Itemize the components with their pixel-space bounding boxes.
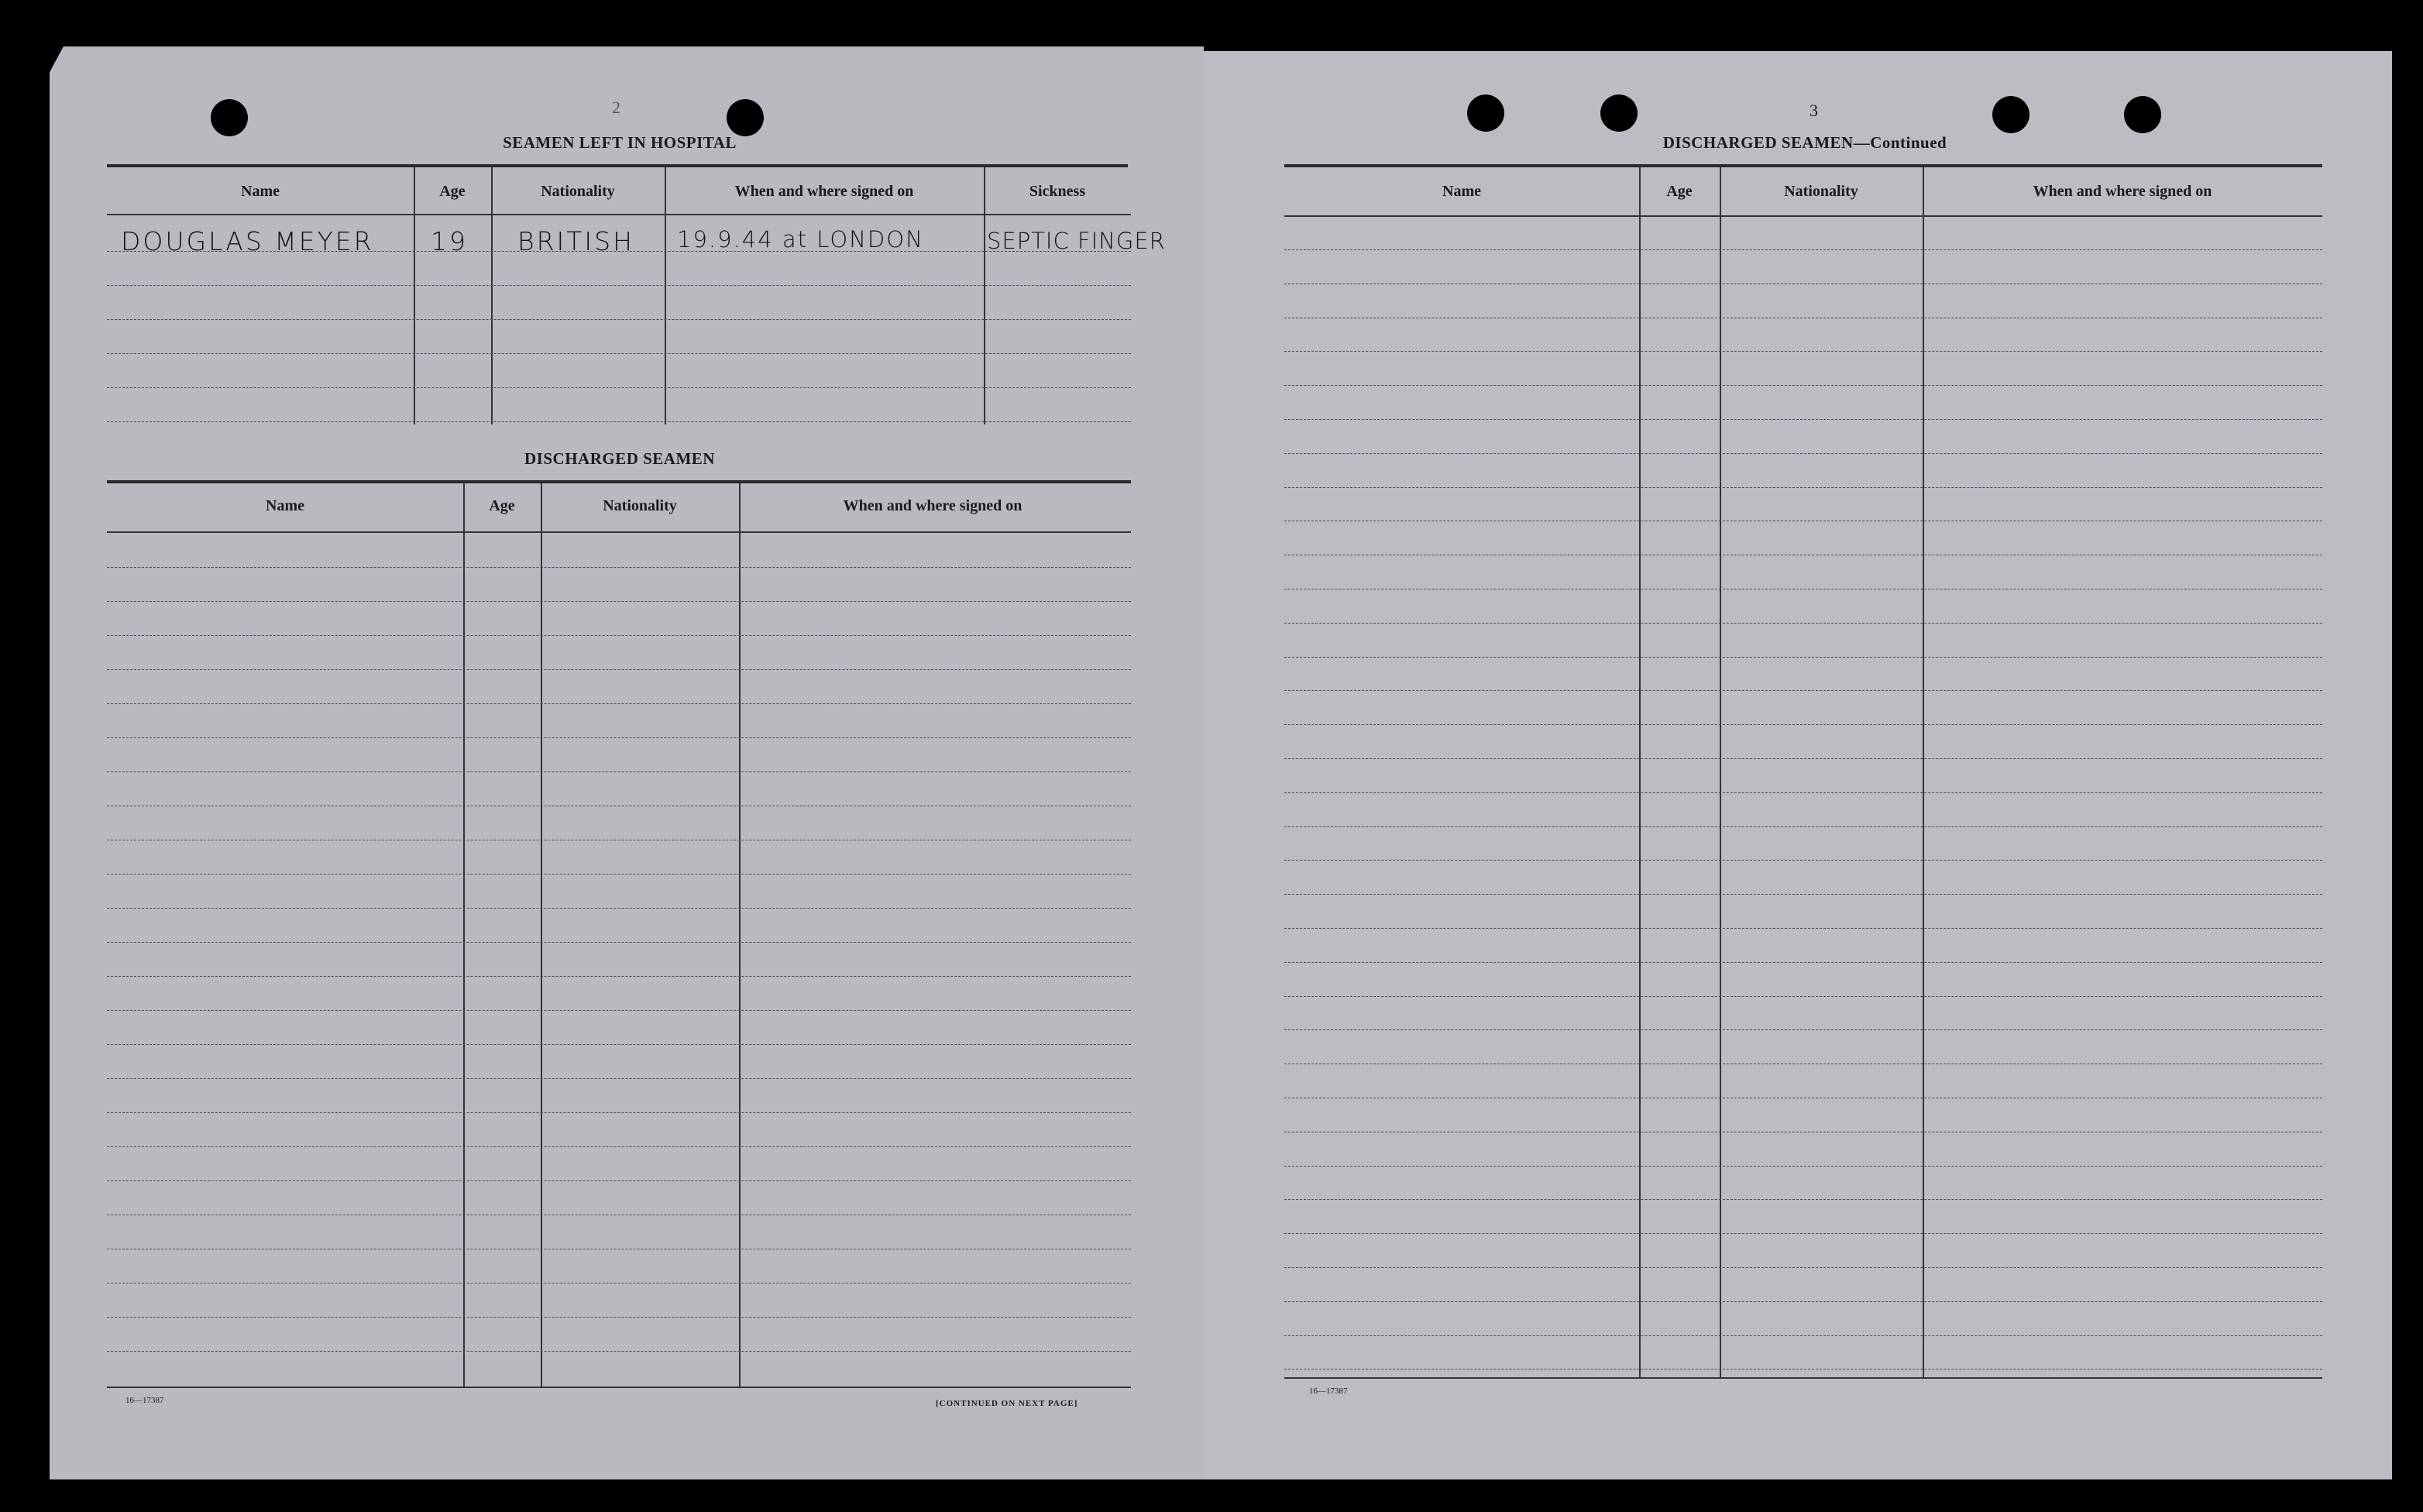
row-rule (107, 771, 1131, 772)
left-page (50, 46, 1204, 1479)
entry-name: DOUGLAS MEYER (121, 226, 374, 256)
row-rule (107, 1317, 1131, 1318)
col-header-name: Name (266, 497, 304, 514)
punch-hole (2124, 96, 2161, 133)
entry-sickness: SEPTIC FINGER (987, 228, 1166, 254)
row-rule (1284, 758, 2322, 759)
row-rule (1284, 1301, 2322, 1302)
row-rule (107, 1078, 1131, 1079)
column-rule (1639, 167, 1641, 1377)
column-rule (491, 167, 493, 424)
column-rule (1923, 167, 1924, 1377)
column-rule (665, 167, 666, 424)
row-rule (1284, 385, 2322, 386)
row-rule (1284, 690, 2322, 691)
divider (107, 164, 1128, 167)
col-header-nationality: Nationality (603, 497, 677, 514)
divider (107, 214, 1131, 215)
row-rule (1284, 826, 2322, 827)
row-rule (1284, 928, 2322, 929)
divider (107, 531, 1131, 533)
row-rule (1284, 351, 2322, 352)
row-rule (107, 737, 1131, 738)
column-rule (414, 167, 415, 424)
row-rule (1284, 724, 2322, 725)
row-rule (1284, 419, 2322, 420)
row-rule (1284, 894, 2322, 895)
row-rule (107, 635, 1131, 636)
col-header-age: Age (489, 497, 515, 514)
row-rule (107, 601, 1131, 602)
row-rule (1284, 249, 2322, 250)
right-section-title: DISCHARGED SEAMEN—Continued (1662, 133, 1947, 152)
row-rule (107, 942, 1131, 943)
col-header-signed-on: When and where signed on (843, 497, 1022, 514)
form-number: 16—17387 (125, 1396, 164, 1405)
column-rule (463, 483, 465, 1387)
col-header-name: Name (241, 183, 280, 200)
column-rule (541, 483, 542, 1387)
row-rule (107, 567, 1131, 568)
divider (1284, 164, 2322, 167)
col-header-age: Age (1666, 183, 1693, 200)
row-rule (1284, 1335, 2322, 1336)
row-rule (1284, 1267, 2322, 1268)
punch-hole (1992, 96, 2029, 133)
punch-hole (727, 99, 764, 136)
row-rule (1284, 1166, 2322, 1167)
row-rule (1284, 996, 2322, 997)
col-header-signed-on: When and where signed on (2033, 183, 2212, 200)
row-rule (1284, 1029, 2322, 1030)
row-rule (107, 285, 1131, 286)
col-header-sickness: Sickness (1029, 183, 1086, 200)
row-rule (1284, 1233, 2322, 1234)
row-rule (107, 1112, 1131, 1113)
row-rule (1284, 487, 2322, 488)
hospital-section-title: SEAMEN LEFT IN HOSPITAL (503, 133, 737, 152)
col-header-name: Name (1442, 183, 1481, 200)
entry-signed-on: 19.9.44 at LONDON (677, 226, 924, 253)
row-rule (1284, 453, 2322, 454)
row-rule (107, 1010, 1131, 1011)
right-page (1204, 51, 2392, 1479)
punch-hole (1467, 94, 1504, 132)
row-rule (107, 1180, 1131, 1181)
col-header-nationality: Nationality (1784, 183, 1858, 200)
row-rule (1284, 623, 2322, 624)
divider (1284, 1377, 2322, 1379)
row-rule (107, 1044, 1131, 1045)
col-header-signed-on: When and where signed on (734, 183, 914, 200)
row-rule (107, 387, 1131, 388)
column-rule (739, 483, 741, 1387)
row-rule (107, 669, 1131, 670)
row-rule (107, 703, 1131, 704)
entry-nationality: BRITISH (517, 226, 634, 256)
divider (107, 480, 1131, 483)
row-rule (107, 976, 1131, 977)
right-page-number: 3 (1810, 101, 1818, 120)
row-rule (1284, 962, 2322, 963)
col-header-age: Age (439, 183, 466, 200)
divider (1284, 215, 2322, 217)
discharged-section-title: DISCHARGED SEAMEN (524, 449, 715, 468)
row-rule (107, 353, 1131, 354)
row-rule (107, 874, 1131, 875)
column-rule (984, 167, 985, 424)
form-number: 16—17387 (1309, 1387, 1348, 1396)
row-rule (1284, 860, 2322, 861)
row-rule (107, 421, 1131, 422)
divider (107, 1387, 1131, 1388)
row-rule (107, 1146, 1131, 1147)
col-header-nationality: Nationality (541, 183, 615, 200)
row-rule (1284, 657, 2322, 658)
row-rule (107, 319, 1131, 320)
continued-note: [CONTINUED ON NEXT PAGE] (936, 1399, 1078, 1408)
column-rule (1720, 167, 1721, 1377)
entry-age: 19 (431, 226, 468, 256)
row-rule (107, 908, 1131, 909)
punch-hole (211, 99, 248, 136)
row-rule (1284, 1199, 2322, 1200)
row-rule (1284, 792, 2322, 793)
punch-hole (1600, 94, 1638, 132)
left-page-number: 2 (612, 98, 620, 117)
row-rule (107, 1351, 1131, 1352)
